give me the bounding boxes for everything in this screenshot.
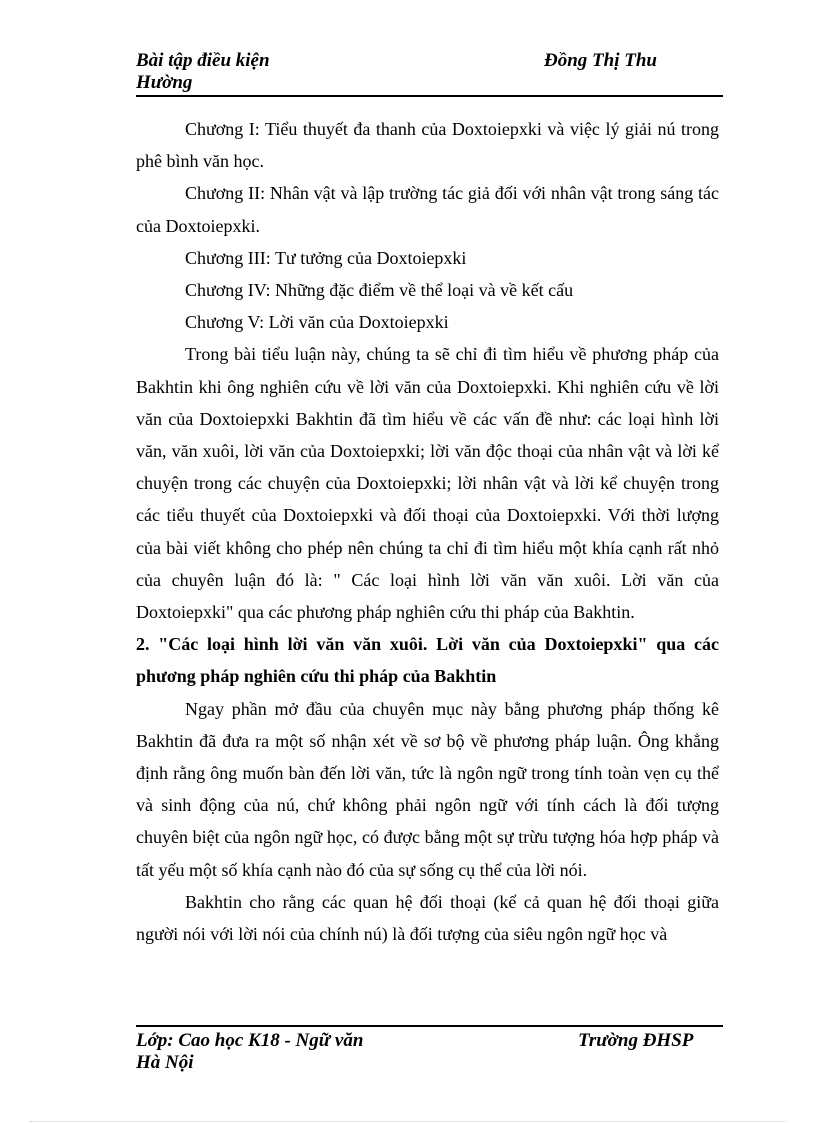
- body-paragraph-3: Bakhtin cho rằng các quan hệ đối thoại (kể cả quan hệ đối thoại giữa người nói với lời nói của chính nú) là đối tượng của siêu ngôn ngữ học và: [136, 891, 719, 945]
- page-body: [136, 113, 719, 950]
- chapter-item-4: Chương IV: Những đặc điểm về thể loại và về kết cấu: [185, 280, 574, 301]
- page-bottom-dotted-edge: [30, 1121, 786, 1122]
- intro-paragraph: Trong bài tiểu luận này, chúng ta sẽ chỉ đi tìm hiểu về phương pháp của Bakhtin khi ông nghiên cứu về lời văn của Doxtoiepxki. Khi nghiên cứu về lời văn của Doxtoiepxki Bakhtin đã tìm hiểu về các vấn đề như: các loại hình lời văn, văn xuôi, lời văn của Doxtoiepxki; lời văn độc thoại của nhân vật và lời kể chuyện trong các chuyện của Doxtoiepxki; lời nhân vật và lời kể chuyện trong các tiểu thuyết của Doxtoiepxki và đối thoại của Doxtoiepxki. Với thời lượng của bài viết không cho phép nên chúng ta chỉ đi tìm hiểu một khía cạnh rất nhỏ của chuyên luận đó là: " Các loại hình lời văn văn xuôi. Lời văn của Doxtoiepxki" qua các phương pháp nghiên cứu thi pháp của Bakhtin.: [136, 344, 719, 623]
- footer-university: Trường ĐHSP: [578, 1030, 694, 1051]
- footer-class-info: Lớp: Cao học K18 - Ngữ văn: [136, 1030, 364, 1051]
- chapter-item-2: Chương II: Nhân vật và lập trường tác giả đối với nhân vật trong sáng tác của Doxtoiepxki.: [136, 183, 719, 236]
- chapter-item-1: Chương I: Tiểu thuyết đa thanh của Doxtoiepxki và việc lý giải nú trong phê bình văn học.: [136, 119, 719, 172]
- header-author-name: Đồng Thị Thu: [544, 50, 657, 71]
- header-course-title: Bài tập điều kiện: [136, 50, 270, 71]
- header-course-title-continued: Hường: [136, 72, 193, 93]
- footer-location: Hà Nội: [136, 1052, 194, 1073]
- chapter-item-5: Chương V: Lời văn của Doxtoiepxki: [185, 312, 449, 333]
- page-footer: [136, 1030, 723, 1074]
- page-header: [136, 50, 723, 94]
- header-divider: [136, 95, 723, 97]
- footer-divider: [136, 1025, 723, 1027]
- chapter-item-3: Chương III: Tư tưởng của Doxtoiepxki: [185, 247, 467, 268]
- body-paragraph-2: Ngay phần mở đầu của chuyên mục này bằng phương pháp thống kê Bakhtin đã đưa ra một số nhận xét về sơ bộ về phương pháp luận. Ông khẳng định rằng ông muốn bàn đến lời văn, tức là ngôn ngữ trong tính toàn vẹn cụ thể và sinh động của nú, chứ không phải ngôn ngữ với tính cách là đối tượng chuyên biệt của ngôn ngữ học, có được bằng một sự trừu tượng hóa hợp pháp và tất yếu một số khía cạnh nào đó của sự sống cụ thể của lời nói.: [136, 698, 719, 880]
- section-heading: 2. "Các loại hình lời văn văn xuôi. Lời văn của Doxtoiepxki" qua các phương pháp nghiên cứu thi pháp của Bakhtin: [136, 634, 719, 687]
